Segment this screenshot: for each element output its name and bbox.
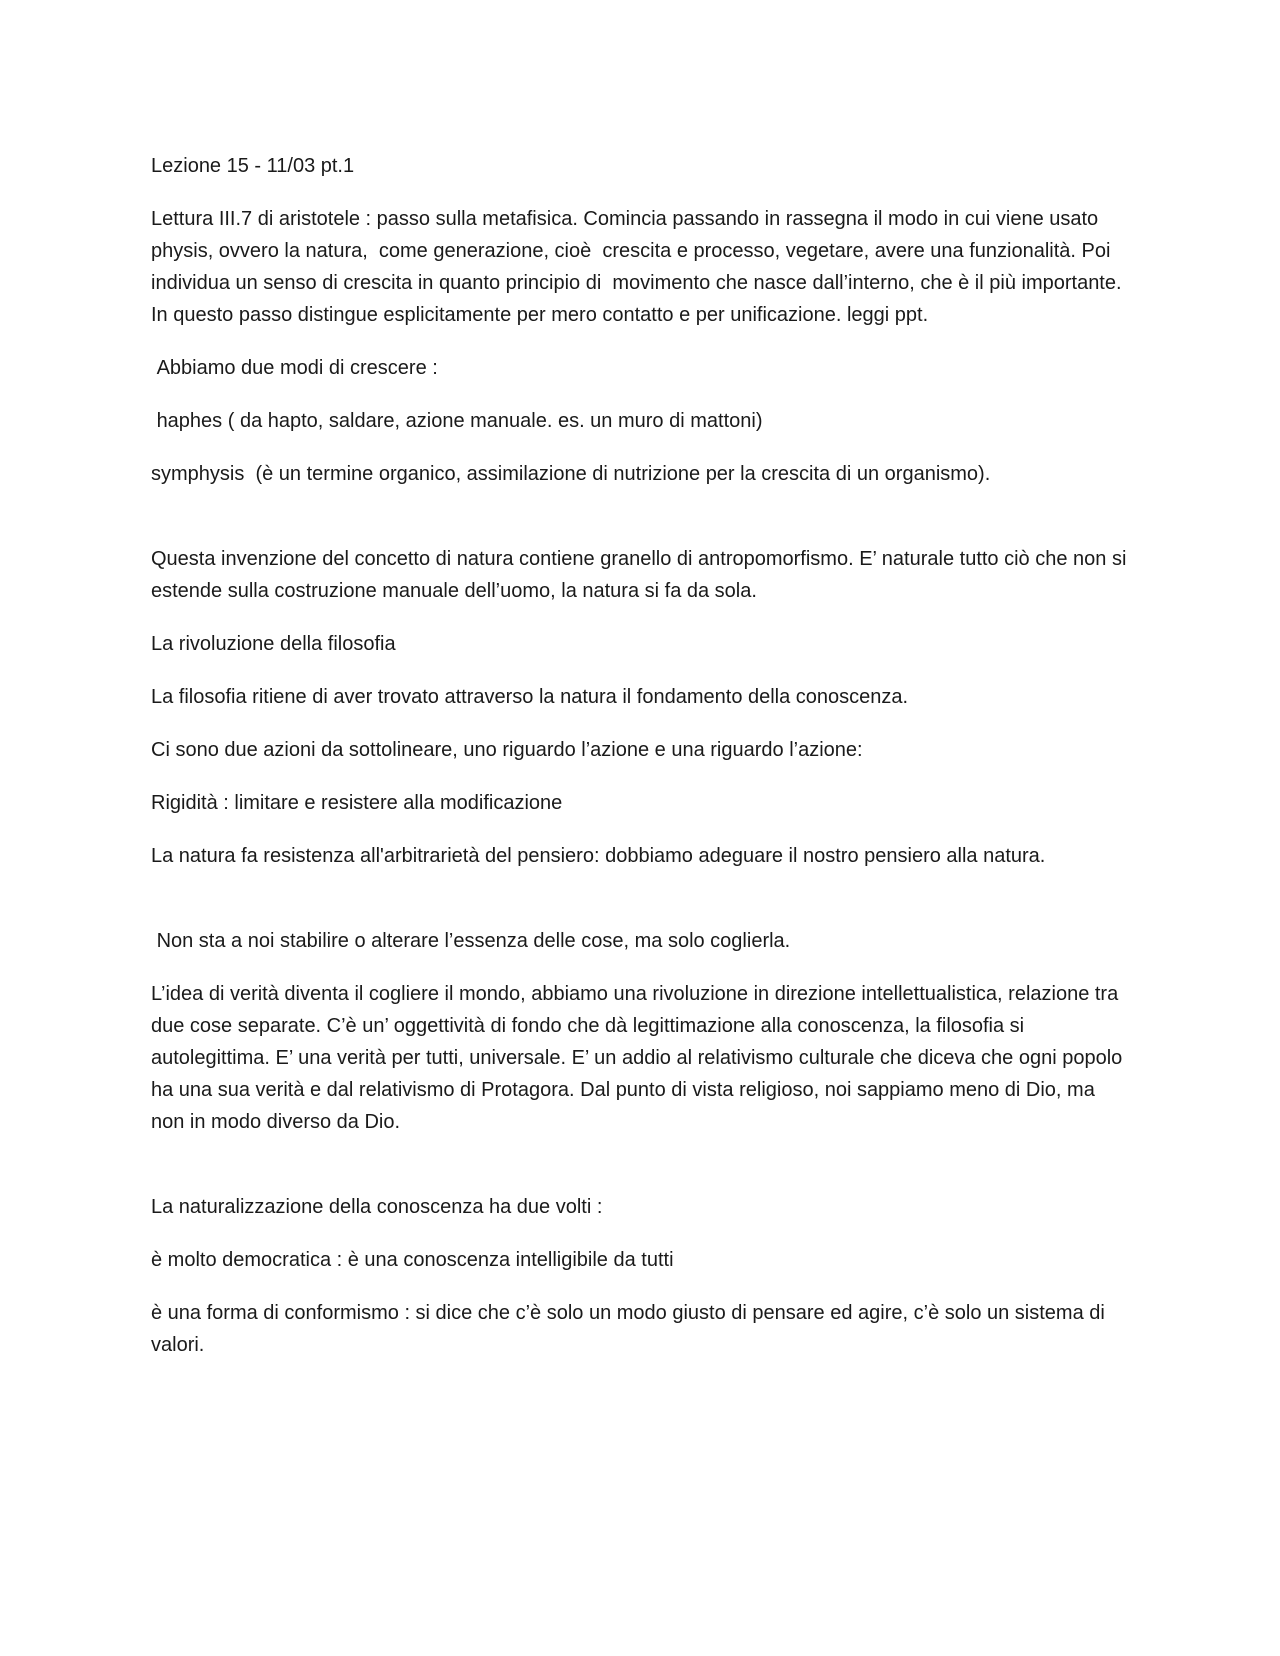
paragraph-rigidita: Rigidità : limitare e resistere alla modificazione — [151, 792, 563, 814]
paragraph-antropomorfismo: Questa invenzione del concetto di natura contiene granello di antropomorfismo. E’ naturale tutto ciò che non si estende sulla costruzione manuale dell’uomo, la natura si fa da sola. — [151, 548, 1132, 602]
paragraph-essenza: Non sta a noi stabilire o alterare l’essenza delle cose, ma solo coglierla. — [151, 930, 791, 952]
paragraph-rivoluzione-heading: La rivoluzione della filosofia — [151, 633, 396, 655]
paragraph-democratica: è molto democratica : è una conoscenza intelligibile da tutti — [151, 1249, 674, 1271]
lesson-title: Lezione 15 - 11/03 pt.1 — [151, 155, 355, 177]
paragraph-naturalizzazione: La naturalizzazione della conoscenza ha due volti : — [151, 1196, 603, 1218]
paragraph-due-azioni: Ci sono due azioni da sottolineare, uno riguardo l’azione e una riguardo l’azione: — [151, 739, 863, 761]
paragraph-lettura: Lettura III.7 di aristotele : passo sulla metafisica. Comincia passando in rassegna il modo in cui viene usato physis, ovvero la natura, come generazione, cioè crescita e processo, vegetare, avere una funzionalità. Poi individua un senso di crescita in quanto principio di movimento che nasce dall’interno, che è il più importante. In questo passo distingue esplicitamente per mero contatto e per unificazione. leggi ppt. — [151, 208, 1128, 326]
paragraph-conformismo: è una forma di conformismo : si dice che c’è solo un modo giusto di pensare ed agire, c’è solo un sistema di valori. — [151, 1302, 1111, 1356]
paragraph-symphysis: symphysis (è un termine organico, assimilazione di nutrizione per la crescita di un organismo). — [151, 463, 991, 485]
paragraph-haphes: haphes ( da hapto, saldare, azione manuale. es. un muro di mattoni) — [151, 410, 763, 432]
paragraph-modi-crescere: Abbiamo due modi di crescere : — [151, 357, 438, 379]
paragraph-verita: L’idea di verità diventa il cogliere il mondo, abbiamo una rivoluzione in direzione intellettualistica, relazione tra due cose separate. C’è un’ oggettività di fondo che dà legittimazione alla conoscenza, la filosofia si autolegittima. E’ una verità per tutti, universale. E’ un addio al relativismo culturale che diceva che ogni popolo ha una sua verità e dal relativismo di Protagora. Dal punto di vista religioso, noi sappiamo meno di Dio, ma non in modo diverso da Dio. — [151, 983, 1128, 1133]
paragraph-resistenza: La natura fa resistenza all'arbitrarietà del pensiero: dobbiamo adeguare il nostro pensiero alla natura. — [151, 845, 1046, 867]
paragraph-fondamento: La filosofia ritiene di aver trovato attraverso la natura il fondamento della conoscenza. — [151, 686, 909, 708]
document-body — [151, 150, 1131, 1382]
